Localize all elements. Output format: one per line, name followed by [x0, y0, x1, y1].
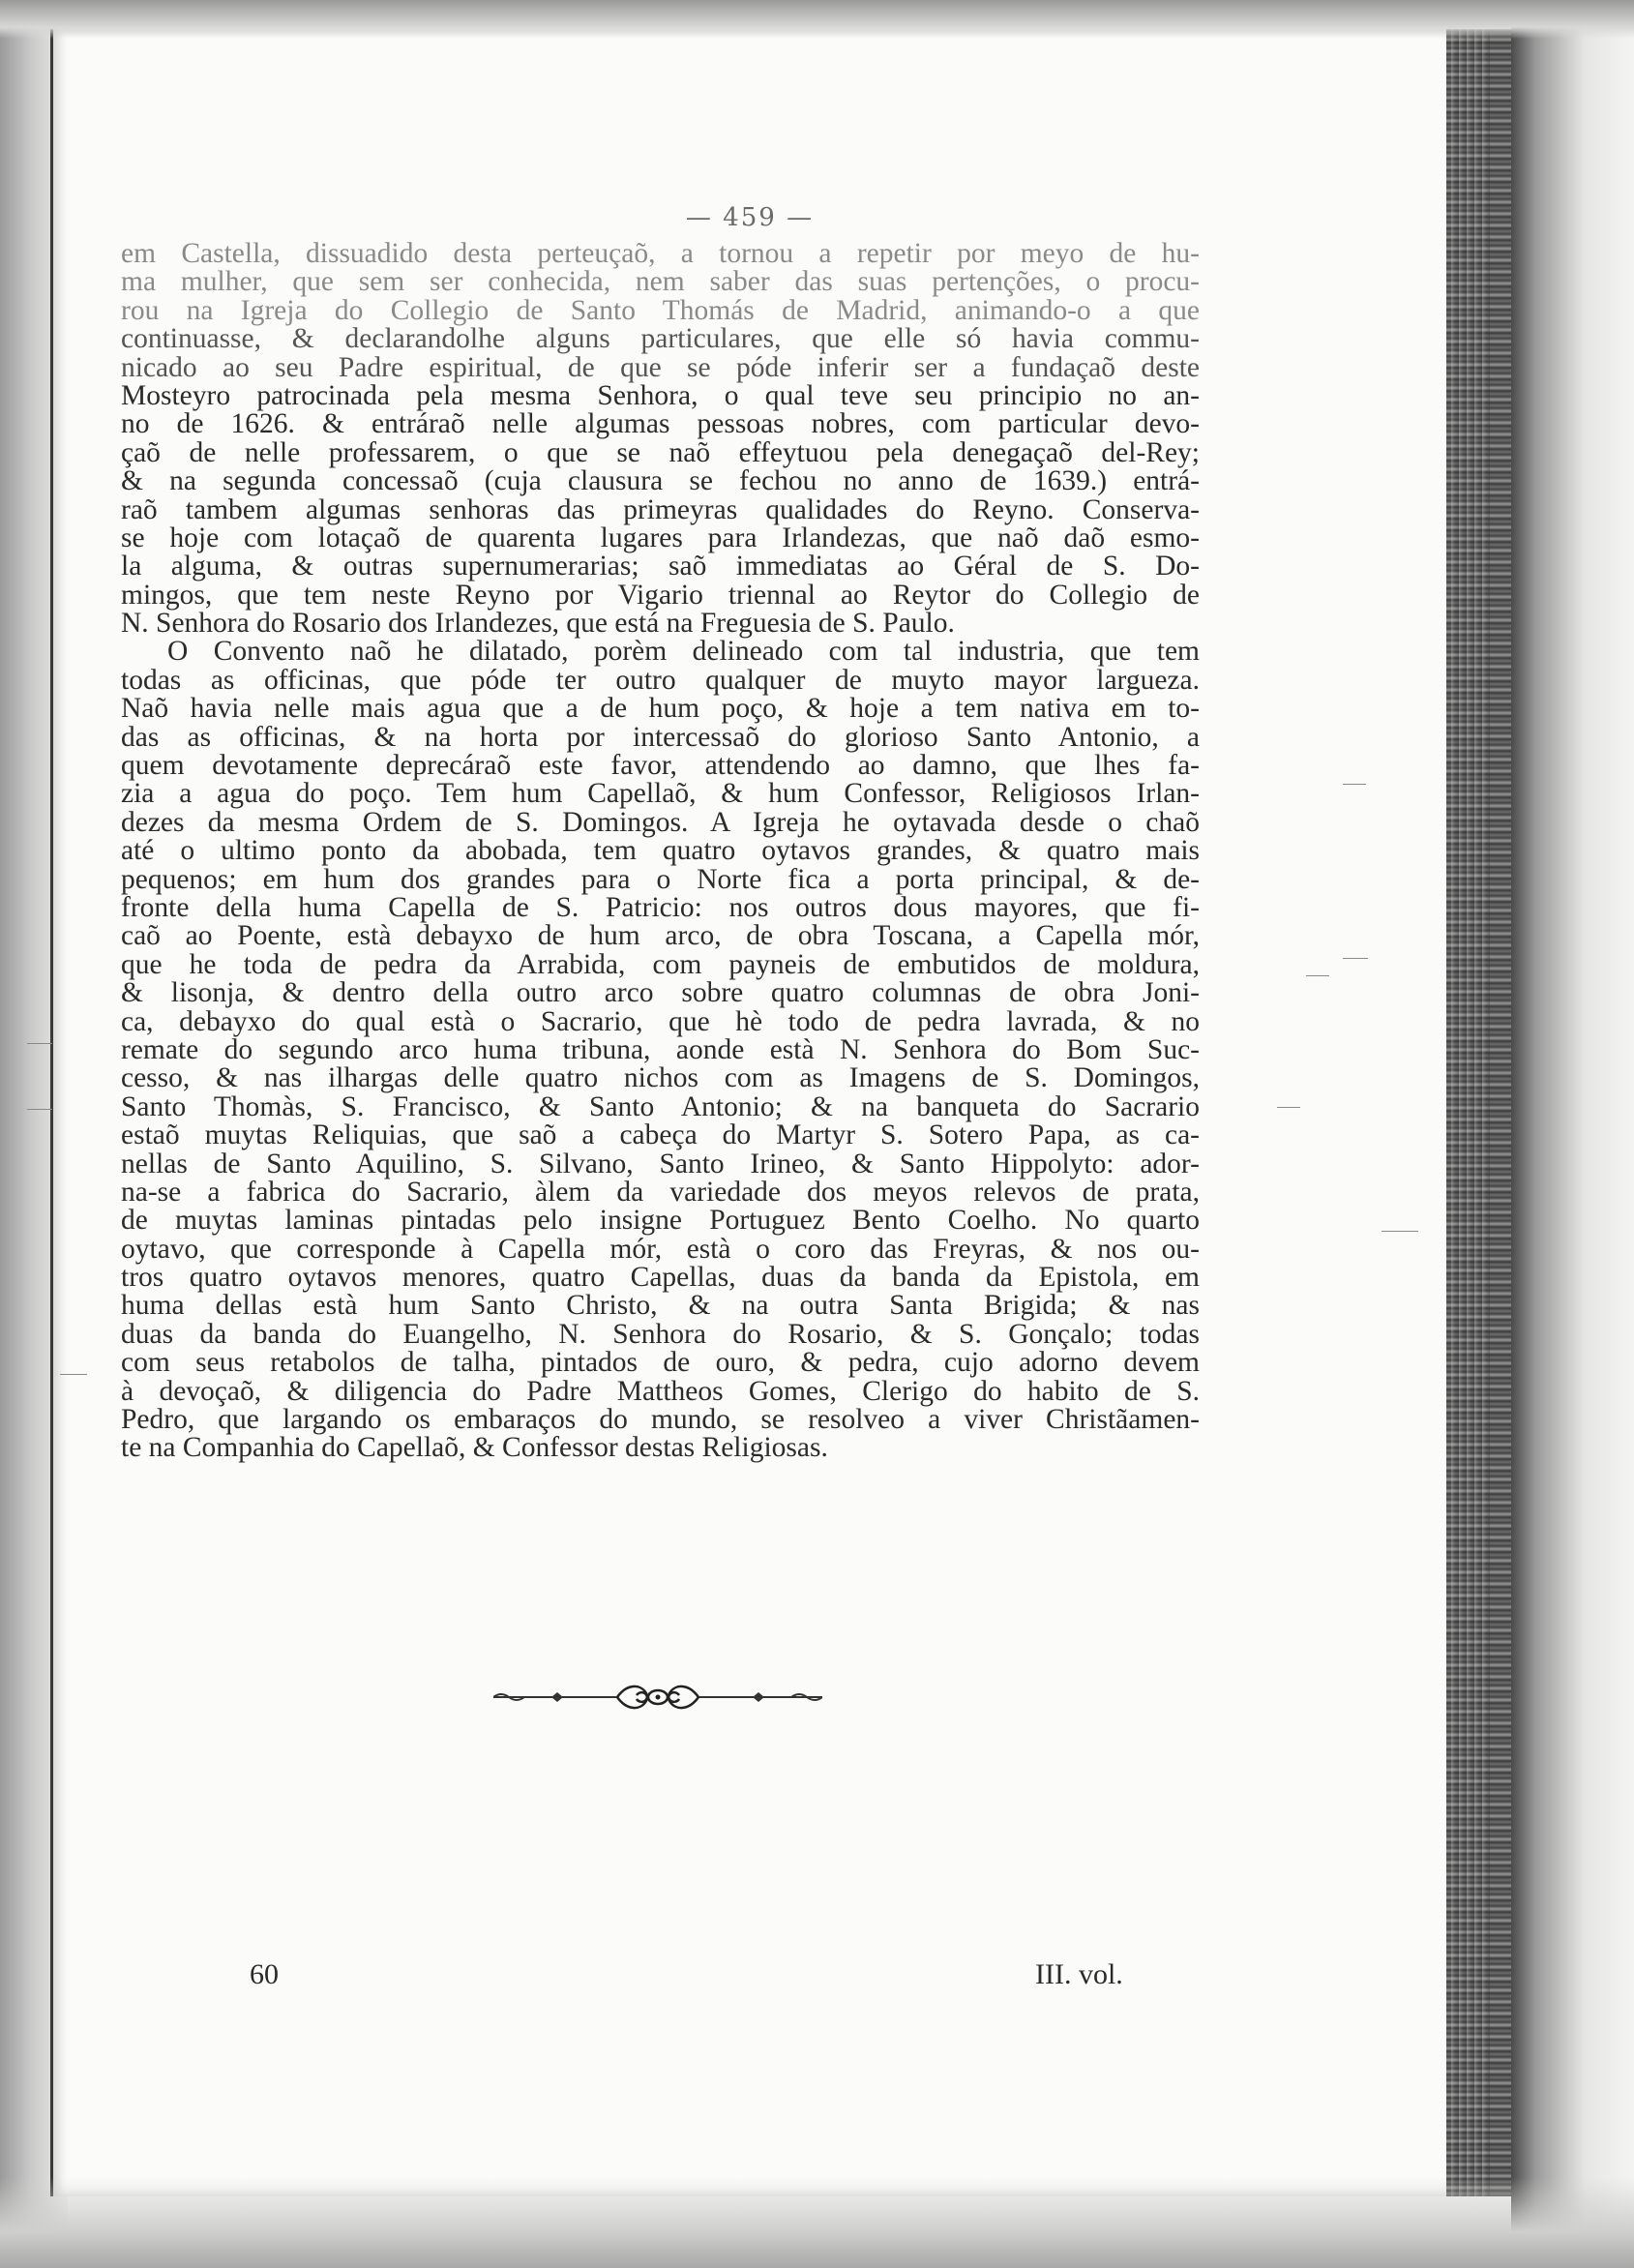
text-line: oytavo, que corresponde à Capella mór, està o coro das Freyras, & nos ou- — [121, 1233, 1200, 1265]
text-line: & lisonja, & dentro della outro arco sobre quatro columnas de obra Joni- — [121, 977, 1200, 1009]
text-line: continuasse, & declarandolhe alguns particulares, que elle só havia commu- — [121, 323, 1200, 355]
margin-mark — [1277, 1107, 1300, 1108]
text-line: à devoçaõ, & diligencia do Padre Mattheos Gomes, Clerigo do habito de S. — [121, 1375, 1200, 1407]
margin-mark — [1306, 975, 1329, 976]
text-line: se hoje com lotaçaõ de quarenta lugares para Irlandezas, que naõ daõ esmo- — [121, 522, 1200, 553]
text-line: de muytas laminas pintadas pelo insigne Portuguez Bento Coelho. No quarto — [121, 1205, 1200, 1237]
text-line: huma dellas està hum Santo Christo, & na outra Santa Brigida; & nas — [121, 1290, 1200, 1322]
text-line: com seus retabolos de talha, pintados de ouro, & pedra, cujo adorno devem — [121, 1347, 1200, 1379]
text-line: caõ ao Poente, està debayxo de hum arco, de obra Toscana, a Capella mór, — [121, 920, 1200, 952]
text-line: ma mulher, que sem ser conhecida, nem saber das suas pertenções, o procu- — [121, 266, 1200, 298]
text-line: duas da banda do Euangelho, N. Senhora do Rosario, & S. Gonçalo; todas — [121, 1318, 1200, 1350]
text-line: zia a agua do poço. Tem hum Capellaõ, & hum Confessor, Religiosos Irlan- — [121, 778, 1200, 810]
text-line: todas as officinas, que póde ter outro qualquer de muyto mayor largueza. — [121, 664, 1200, 696]
text-line: Santo Thomàs, S. Francisco, & Santo Antonio; & na banqueta do Sacrario — [121, 1090, 1200, 1122]
margin-mark — [1381, 1231, 1418, 1232]
text-line: Naõ havia nelle mais agua que a de hum poço, & hoje a tem nativa em to- — [121, 693, 1200, 725]
text-line: raõ tambem algumas senhoras das primeyras qualidades do Reyno. Conserva- — [121, 493, 1200, 525]
margin-mark — [60, 1374, 87, 1375]
text-line: te na Companhia do Capellaõ, & Confessor destas Religiosas. — [121, 1432, 828, 1464]
text-line: & na segunda concessaõ (cuja clausura se fechou no anno de 1639.) entrá- — [121, 465, 1200, 497]
text-line: na-se a fabrica do Sacrario, àlem da variedade dos meyos relevos de prata, — [121, 1176, 1200, 1208]
text-line: que he toda de pedra da Arrabida, com payneis de embutidos de moldura, — [121, 948, 1200, 980]
text-line: no de 1626. & entráraõ nelle algumas pessoas nobres, com particular devo- — [121, 408, 1200, 440]
running-head: — 459 — — [685, 203, 815, 232]
margin-mark — [1343, 958, 1368, 959]
text-line: çaõ de nelle professarem, o que se naõ effeytuou pela denegaçaõ del-Rey; — [121, 436, 1200, 468]
margin-mark — [27, 1109, 52, 1110]
page-fore-edge — [1443, 29, 1511, 2196]
text-line: das as officinas, & na horta por intercessaõ do glorioso Santo Antonio, a — [121, 721, 1200, 753]
printer-ornament — [493, 1678, 822, 1716]
text-line: Pedro, que largando os embaraços do mundo, se resolveo a viver Christãamen- — [121, 1404, 1200, 1436]
book-outer-edge — [1511, 0, 1634, 2268]
text-line: pequenos; em hum dos grandes para o Norte fica a porta principal, & de- — [121, 863, 1200, 895]
text-line: O Convento naõ he dilatado, porèm delineado com tal industria, que tem — [167, 636, 1200, 668]
text-line: mingos, que tem neste Reyno por Vigario triennal ao Reytor do Collegio de — [121, 579, 1200, 611]
text-line: quem devotamente deprecáraõ este favor, attendendo ao damno, que lhes fa- — [121, 750, 1200, 782]
text-line: Mosteyro patrocinada pela mesma Senhora, o qual teve seu principio no an- — [121, 379, 1200, 411]
text-line: em Castella, dissuadido desta perteuçaõ, a tornou a repetir por meyo de hu- — [121, 238, 1200, 269]
signature-mark: 60 — [250, 1958, 279, 1990]
text-line: la alguma, & outras supernumerarias; saõ immediatas ao Géral de S. Do- — [121, 551, 1200, 582]
text-line: nicado ao seu Padre espiritual, de que se póde inferir ser a fundaçaõ deste — [121, 351, 1200, 383]
text-line: dezes da mesma Ordem de S. Domingos. A Igreja he oytavada desde o chaõ — [121, 806, 1200, 838]
text-line: tros quatro oytavos menores, quatro Capellas, duas da banda da Epistola, em — [121, 1262, 1200, 1294]
text-line: estaõ muytas Reliquias, que saõ a cabeça do Martyr S. Sotero Papa, as ca- — [121, 1119, 1200, 1151]
text-line: fronte della huma Capella de S. Patricio: nos outros dous mayores, que fi- — [121, 891, 1200, 923]
text-line: N. Senhora do Rosario dos Irlandezes, que está na Freguesia de S. Paulo. — [121, 608, 955, 640]
text-line: até o ultimo ponto da abobada, tem quatro oytavos grandes, & quatro mais — [121, 835, 1200, 867]
text-line: rou na Igreja do Collegio de Santo Thomás de Madrid, animando-o a que — [121, 294, 1200, 326]
text-line: remate do segundo arco huma tribuna, aonde està N. Senhora do Bom Suc- — [121, 1033, 1200, 1065]
text-line: ca, debayxo do qual està o Sacrario, que hè todo de pedra lavrada, & no — [121, 1005, 1200, 1037]
bottom-shadow — [0, 2177, 1634, 2268]
margin-mark — [1343, 784, 1366, 785]
body-text — [121, 240, 1200, 1463]
top-shadow — [0, 0, 1634, 39]
volume-mark: III. vol. — [1035, 1958, 1123, 1990]
text-line: nellas de Santo Aquilino, S. Silvano, Santo Irineo, & Santo Hippolyto: ador- — [121, 1148, 1200, 1179]
margin-mark — [27, 1043, 52, 1044]
text-line: cesso, & nas ilhargas delle quatro nichos com as Imagens de S. Domingos, — [121, 1062, 1200, 1094]
